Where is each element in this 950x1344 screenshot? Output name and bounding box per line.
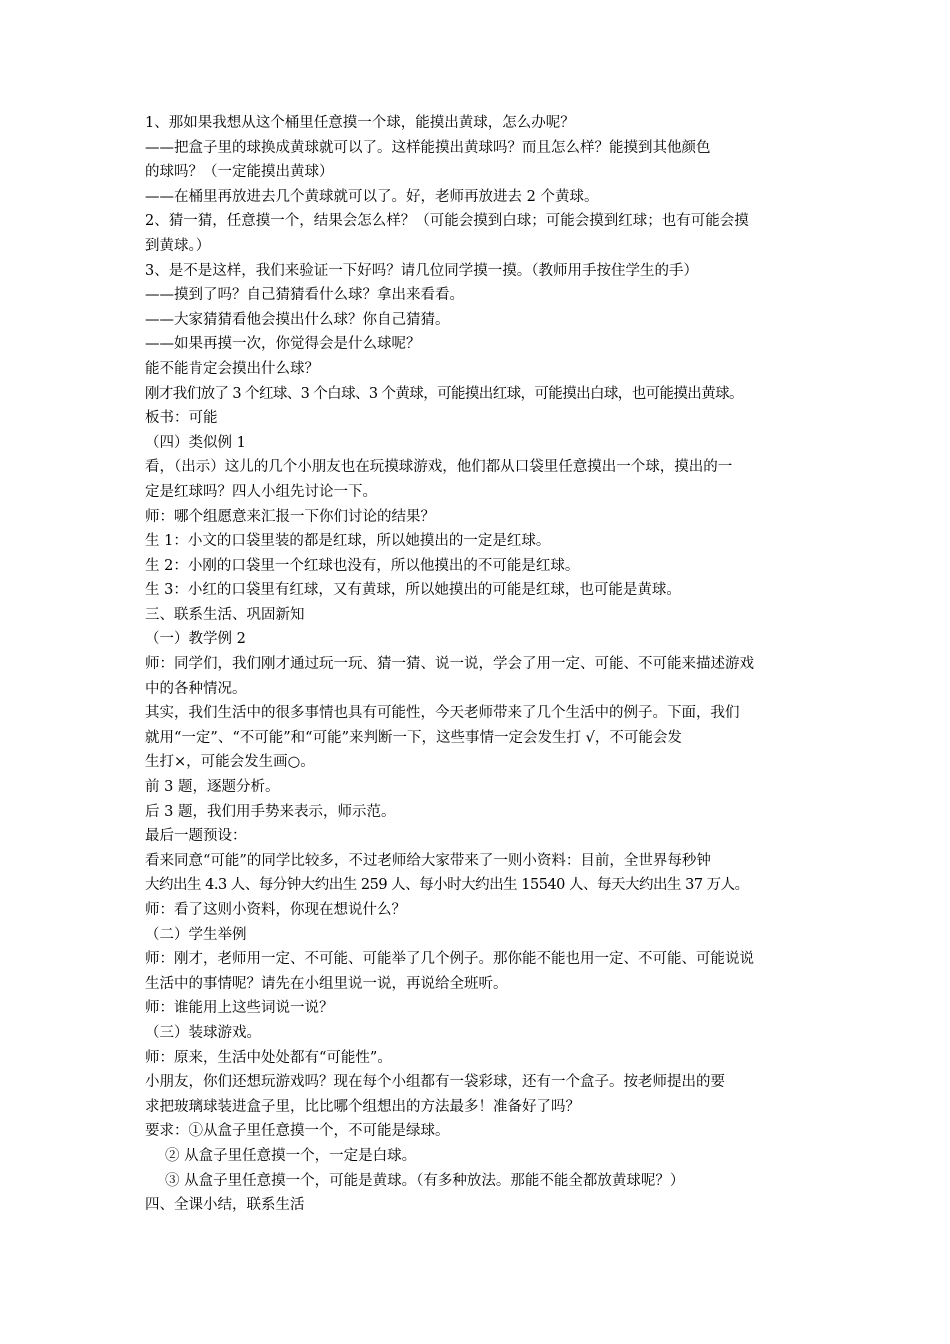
text-line: 师：刚才，老师用一定、不可能、可能举了几个例子。那你能不能也用一定、不可能、可能说说 [145,951,754,968]
text-line: 就用“一定”、“不可能”和“可能”来判断一下，这些事情一定会发生打 √，不可能会发 [145,729,682,746]
text-line: 看，（出示）这儿的几个小朋友也在玩摸球游戏，他们都从口袋里任意摸出一个球，摸出的一 [145,459,733,476]
text-line: 到黄球。） [145,237,211,254]
text-line: 定是红球吗？四人小组先讨论一下。 [145,483,377,500]
requirement-item: ② 从盒子里任意摸一个，一定是白球。 [165,1147,417,1164]
text-line: 看来同意“可能”的同学比较多，不过老师给大家带来了一则小资料：目前，全世界每秒钟 [145,852,711,869]
text-line: ——摸到了吗？自己猜猜看什么球？拿出来看看。 [145,287,464,304]
text-line: 生 3：小红的口袋里有红球，又有黄球，所以她摸出的可能是红球，也可能是黄球。 [145,582,681,599]
text-line: 刚才我们放了 3 个红球、3 个白球、3 个黄球，可能摸出红球，可能摸出白球，也可能摸出黄球。 [145,385,743,402]
text-line: 师：看了这则小资料，你现在想说什么？ [145,902,406,918]
text-line: 板书：可能 [145,410,218,427]
section-heading: （四）类似例 1 [145,434,246,451]
requirement-item: 要求：①从盒子里任意摸一个，不可能是绿球。 [145,1123,450,1140]
text-line: 师：原来，生活中处处都有“可能性”。 [145,1049,392,1066]
text-line: 小朋友，你们还想玩游戏吗？现在每个小组都有一袋彩球，还有一个盒子。按老师提出的要 [145,1074,725,1091]
text-line: ——在桶里再放进去几个黄球就可以了。好，老师再放进去 2 个黄球。 [145,188,599,205]
text-line: 1、那如果我想从这个桶里任意摸一个球，能摸出黄球，怎么办呢？ [145,115,575,131]
text-line: 生 1：小文的口袋里装的都是红球，所以她摸出的一定是红球。 [145,533,551,550]
text-line: 的球吗？（一定能摸出黄球） [145,164,334,181]
section-heading: （三）装球游戏。 [145,1024,261,1041]
section-heading: （一）教学例 2 [145,631,246,648]
text-line: 求把玻璃球装进盒子里，比比哪个组想出的方法最多！准备好了吗？ [145,1098,580,1115]
text-line: 中的各种情况。 [145,680,247,697]
text-line: 最后一题预设： [145,828,247,845]
document-body [145,111,825,1218]
text-line: 2、猜一猜，任意摸一个，结果会怎么样？（可能会摸到白球；可能会摸到红球；也有可能会摸 [145,213,749,230]
text-line: 师：同学们，我们刚才通过玩一玩、猜一猜、说一说，学会了用一定、可能、不可能来描述游戏 [145,656,754,673]
text-line: 生打×，可能会发生画○。 [145,754,315,771]
text-line: 能不能肯定会摸出什么球？ [145,360,319,377]
section-heading: 三、联系生活、巩固新知 [145,606,305,623]
text-line: 后 3 题，我们用手势来表示，师示范。 [145,803,396,820]
text-line: 其实，我们生活中的很多事情也具有可能性，今天老师带来了几个生活中的例子。下面，我们 [145,705,740,722]
text-line: 师：谁能用上这些词说一说？ [145,1000,334,1017]
text-line: ——如果再摸一次，你觉得会是什么球呢？ [145,336,421,353]
text-line: ——大家猜猜看他会摸出什么球？你自己猜猜。 [145,311,450,328]
section-heading: （二）学生举例 [145,926,247,943]
text-line: ——把盒子里的球换成黄球就可以了。这样能摸出黄球吗？而且怎么样？能摸到其他颜色 [145,139,711,156]
text-line: 前 3 题，逐题分析。 [145,779,280,796]
text-line: 大约出生 4.3 人、每分钟大约出生 259 人、每小时大约出生 15540 人、每天大约出生 37 万人。 [145,877,749,894]
requirement-item: ③ 从盒子里任意摸一个，可能是黄球。（有多种放法。那能不能全都放黄球呢？） [165,1172,685,1189]
text-line: 3、是不是这样，我们来验证一下好吗？请几位同学摸一摸。（教师用手按住学生的手） [145,262,698,279]
text-line: 生 2：小刚的口袋里一个红球也没有，所以他摸出的不可能是红球。 [145,557,580,574]
text-line: 师：哪个组愿意来汇报一下你们讨论的结果？ [145,508,435,525]
section-heading: 四、全课小结，联系生活 [145,1197,305,1214]
text-line: 生活中的事情呢？请先在小组里说一说，再说给全班听。 [145,975,508,992]
